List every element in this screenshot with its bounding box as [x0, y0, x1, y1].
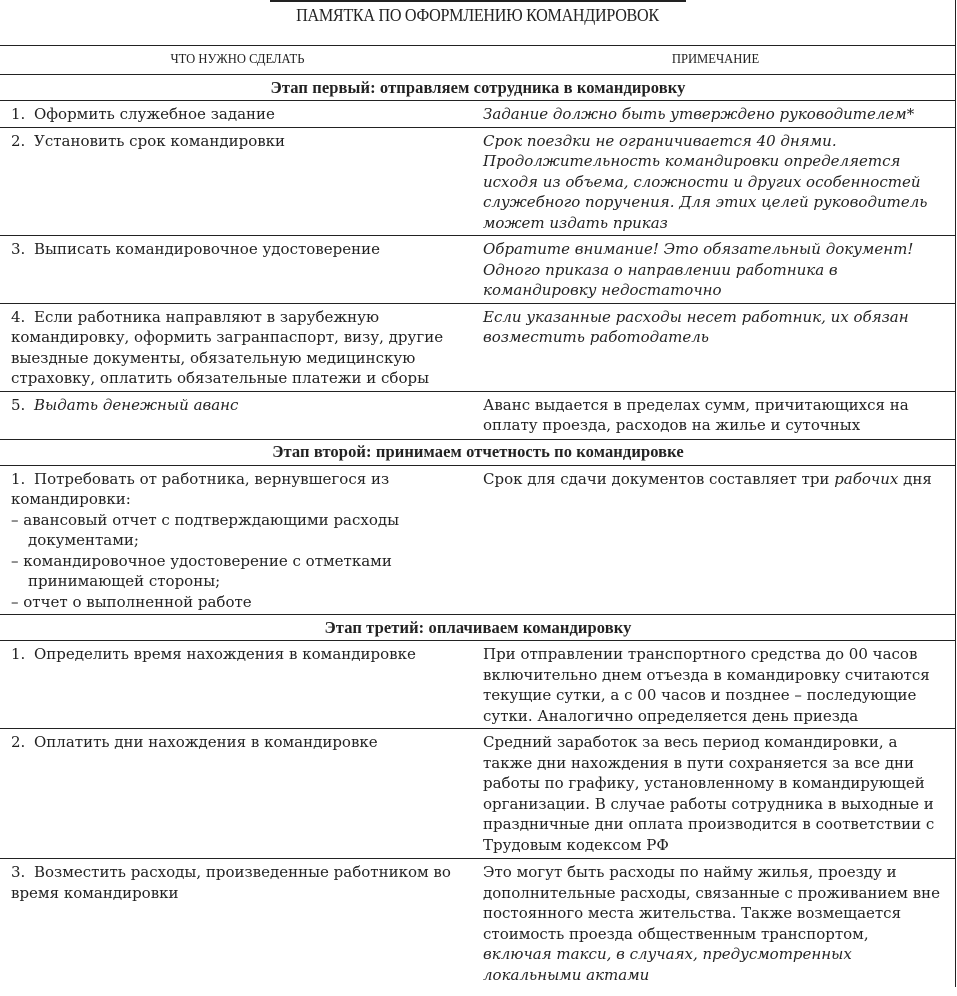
table-row: [0, 465, 956, 615]
action-text: Определить время нахождения в командировке: [34, 645, 416, 663]
stage-header: [0, 615, 956, 641]
action-cell: [0, 729, 475, 859]
stage-title: Этап второй: принимаем отчетность по командировке: [0, 439, 956, 465]
memo-table: [0, 45, 956, 996]
sub-item: – авансовый отчет с подтверждающими расходы документами;: [11, 510, 400, 549]
title-rule: [270, 0, 686, 2]
stage-title: Этап третий: оплачиваем командировку: [0, 615, 956, 641]
table-row: [0, 236, 956, 304]
row-number: 1.: [11, 645, 26, 663]
note-cell: При отправлении транспортного средства до 00 часов включительно днем отъезда в командировку считаются текущие сутки, а с 00 часов и позднее – последующие сутки. Аналогично определяется день приезда: [475, 641, 956, 729]
table-row: [0, 127, 956, 236]
action-cell: [0, 859, 475, 996]
table-row: [0, 641, 956, 729]
note-emphasis: рабочих: [834, 469, 899, 488]
action-text: Возместить расходы, произведенные работником во время командировки: [11, 863, 451, 902]
sub-item-text: командировочное удостоверение с отметками принимающей стороны;: [23, 551, 392, 590]
row-number: 3.: [11, 863, 26, 881]
note-cell: Аванс выдается в пределах сумм, причитающихся на оплату проезда, расходов на жилье и суточных: [475, 391, 956, 439]
column-header-row: [0, 46, 956, 75]
table-row: [0, 391, 956, 439]
action-cell: [0, 101, 475, 128]
note-cell: Средний заработок за весь период командировки, а также дни нахождения в пути сохраняется за все дни работы по графику, установленному в командирующей организации. В случае работы сотрудника в выходные и праздничные дни оплата производится в соответствии с Трудовым кодексом РФ: [475, 729, 956, 859]
row-number: 2.: [11, 733, 26, 751]
note-cell: Срок поездки не ограничивается 40 днями. Продолжительность командировки определяется исходя из объема, сложности и других особенностей служебного поручения. Для этих целей руководитель может издать приказ: [475, 127, 956, 236]
column-header-action: [0, 46, 475, 75]
action-cell: [0, 641, 475, 729]
row-number: 5.: [11, 395, 26, 414]
action-cell: [0, 236, 475, 304]
note-text: Срок для сдачи документов составляет три: [483, 469, 835, 488]
stage-header: [0, 439, 956, 465]
note-emphasis: включая такси, в случаях, предусмотренных локальными актами: [483, 945, 852, 984]
action-cell: [0, 303, 475, 391]
action-text: Установить срок командировки: [34, 131, 286, 150]
sub-item-text: отчет о выполненной работе: [23, 592, 252, 611]
note-cell: Обратите внимание! Это обязательный документ! Одного приказа о направлении работника в командировку недостаточно: [475, 236, 956, 304]
row-number: 2.: [11, 131, 26, 150]
row-number: 1.: [11, 469, 26, 488]
column-header-note: [475, 46, 956, 75]
page-title: ПАМЯТКА ПО ОФОРМЛЕНИЮ КОМАНДИРОВОК: [296, 5, 659, 25]
table-row: [0, 101, 956, 128]
note-cell: [475, 859, 956, 996]
row-number: 4.: [11, 307, 26, 326]
stage-header: [0, 75, 956, 101]
stage-title: Этап первый: отправляем сотрудника в командировку: [0, 75, 956, 101]
action-text: Оформить служебное задание: [34, 105, 275, 123]
note-text: дня: [898, 469, 932, 488]
action-text: Потребовать от работника, вернувшегося из командировки:: [11, 469, 390, 508]
row-number: 3.: [11, 240, 26, 258]
sub-item: – отчет о выполненной работе: [11, 592, 252, 611]
action-cell: [0, 127, 475, 236]
row-number: 1.: [11, 105, 26, 123]
column-header-action-label: ЧТО НУЖНО СДЕЛАТЬ: [170, 52, 305, 67]
sub-item: – командировочное удостоверение с отметками принимающей стороны;: [11, 551, 392, 590]
table-row: [0, 859, 956, 996]
table-row: [0, 729, 956, 859]
note-cell: Задание должно быть утверждено руководителем*: [475, 101, 956, 128]
sub-item-text: авансовый отчет с подтверждающими расходы документами;: [23, 510, 400, 549]
action-cell: [0, 391, 475, 439]
note-cell: Если указанные расходы несет работник, их обязан возместить работодатель: [475, 303, 956, 391]
action-text: Оплатить дни нахождения в командировке: [34, 733, 378, 751]
note-text: Это могут быть расходы по найму жилья, проезду и дополнительные расходы, связанные с проживанием вне постоянного места жительства. Также возмещается стоимость проезда общественным транспортом,: [483, 863, 941, 943]
action-cell: [0, 465, 475, 615]
column-header-note-label: ПРИМЕЧАНИЕ: [671, 52, 760, 67]
action-text: Выписать командировочное удостоверение: [34, 240, 380, 258]
note-cell: [475, 465, 956, 615]
action-text: Если работника направляют в зарубежную командировку, оформить загранпаспорт, визу, другие выездные документы, обязательную медицинскую страховку, оплатить обязательные платежи и сборы: [11, 307, 444, 387]
table-row: [0, 303, 956, 391]
action-text: Выдать денежный аванс: [34, 395, 239, 414]
